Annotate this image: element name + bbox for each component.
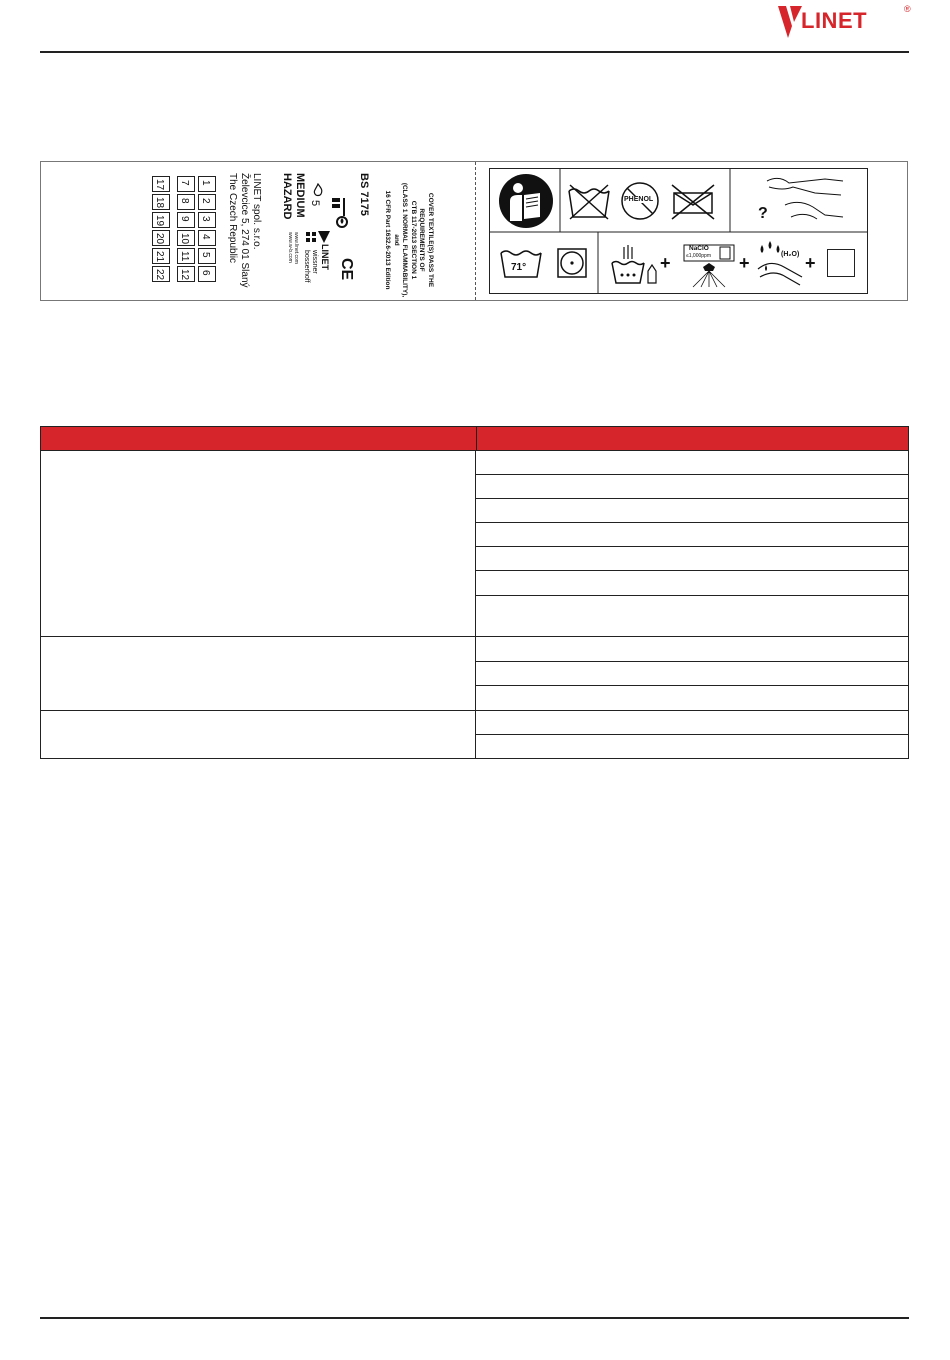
table-row xyxy=(475,661,909,686)
number-cell: 18 xyxy=(154,197,165,209)
table-row xyxy=(475,734,909,759)
wissner-bosserhoff-icon xyxy=(306,232,318,244)
small-logo-mark-icon xyxy=(317,230,331,244)
number-cell: 10 xyxy=(179,233,190,245)
partner-name xyxy=(302,250,318,283)
web-line: www.linet.com xyxy=(293,232,299,264)
water-label: (H₂O) xyxy=(781,251,800,258)
table-group-cell xyxy=(40,451,476,637)
registered-mark: ® xyxy=(904,4,911,14)
web-addresses xyxy=(287,232,299,264)
care-symbols-panel xyxy=(489,168,868,294)
number-cell: 2 xyxy=(200,198,211,204)
blank-check-box xyxy=(827,249,855,277)
web-line: www.w-b.com xyxy=(287,232,293,263)
plus-sign: + xyxy=(660,253,671,273)
naclo-label: NaClO xyxy=(689,245,709,252)
detergent-wash-icon xyxy=(610,243,658,287)
number-cell: 21 xyxy=(154,251,165,263)
read-manual-icon xyxy=(498,173,554,229)
compliance-line: (CLASS 1 NORMAL FLAMMABILITY), xyxy=(401,182,409,298)
header-divider xyxy=(476,427,477,450)
wash-temperature: 71° xyxy=(511,262,527,273)
hazard-line: HAZARD xyxy=(281,173,293,220)
table-row xyxy=(475,451,909,475)
table-header xyxy=(40,426,909,451)
tumble-dry-icon xyxy=(556,247,588,279)
compliance-line: COVER TEXTILE(S) PASS THE xyxy=(427,192,434,288)
small-brand: LINET xyxy=(320,244,330,270)
address-line: Želevcice 5, 274 01 Slaný xyxy=(239,173,250,288)
standard-code: BS 7175 xyxy=(358,173,370,216)
compliance-line: CTB 117-2013 SECTION 1 xyxy=(410,200,417,280)
plus-sign: + xyxy=(805,253,816,273)
table-row xyxy=(475,522,909,547)
number-cell: 1 xyxy=(200,180,211,186)
partner-line: bosserhoff xyxy=(303,250,310,283)
number-cell: 11 xyxy=(179,251,190,262)
ignition-level: 5 xyxy=(309,200,321,207)
inspect-hands-icon xyxy=(765,173,845,229)
linet-logo xyxy=(776,2,916,42)
partner-line: wissner xyxy=(311,250,318,274)
question-mark: ? xyxy=(758,205,768,222)
plus-sign: + xyxy=(739,253,750,273)
table-row xyxy=(475,474,909,499)
flame-icon xyxy=(312,183,324,197)
footer-rule xyxy=(40,1317,909,1319)
ce-mark: CE xyxy=(338,258,355,281)
manufacturer-address xyxy=(226,173,262,288)
ignition-source-icon xyxy=(330,196,354,230)
do-not-wash-icon xyxy=(566,183,612,221)
table-row xyxy=(475,636,909,662)
compliance-text xyxy=(383,176,434,304)
address-line: The Czech Republic xyxy=(227,173,238,264)
phenol-text: PHENOL xyxy=(624,196,654,203)
number-cell: 6 xyxy=(200,270,211,276)
hazard-text xyxy=(280,173,306,219)
table-row xyxy=(475,595,909,637)
naclo-concentration: ≤1,000ppm xyxy=(686,253,711,259)
compliance-line: 16 CFR Part 1632.6-2013 Edition xyxy=(384,190,392,290)
number-cell: 5 xyxy=(200,252,211,258)
logo-wordmark: LINET xyxy=(801,8,868,33)
table-row xyxy=(475,546,909,571)
number-cell: 4 xyxy=(200,234,211,240)
address-line: LINET spol. s.r.o. xyxy=(251,173,262,250)
table-row xyxy=(475,710,909,735)
number-cell: 8 xyxy=(179,198,190,204)
table-row xyxy=(475,570,909,596)
number-cell: 12 xyxy=(179,269,190,281)
hazard-line: MEDIUM xyxy=(294,173,306,218)
header-rule xyxy=(40,51,909,53)
table-row xyxy=(475,498,909,523)
number-cell: 20 xyxy=(154,233,165,245)
label-cut-line xyxy=(475,162,476,300)
water-rinse-icon xyxy=(756,239,804,289)
number-cell: 7 xyxy=(179,180,190,186)
table-group-cell xyxy=(40,636,476,711)
number-cell: 19 xyxy=(154,215,165,227)
number-cell: 22 xyxy=(154,269,165,281)
compliance-line: REQUIREMENTS OF xyxy=(418,208,426,272)
do-not-tumble-icon xyxy=(668,183,718,221)
number-cell: 9 xyxy=(179,216,190,222)
number-cell: 17 xyxy=(154,179,165,191)
table-row xyxy=(475,685,909,711)
compliance-line: and xyxy=(393,234,400,246)
number-cell: 3 xyxy=(200,216,211,222)
table-group-cell xyxy=(40,710,476,759)
